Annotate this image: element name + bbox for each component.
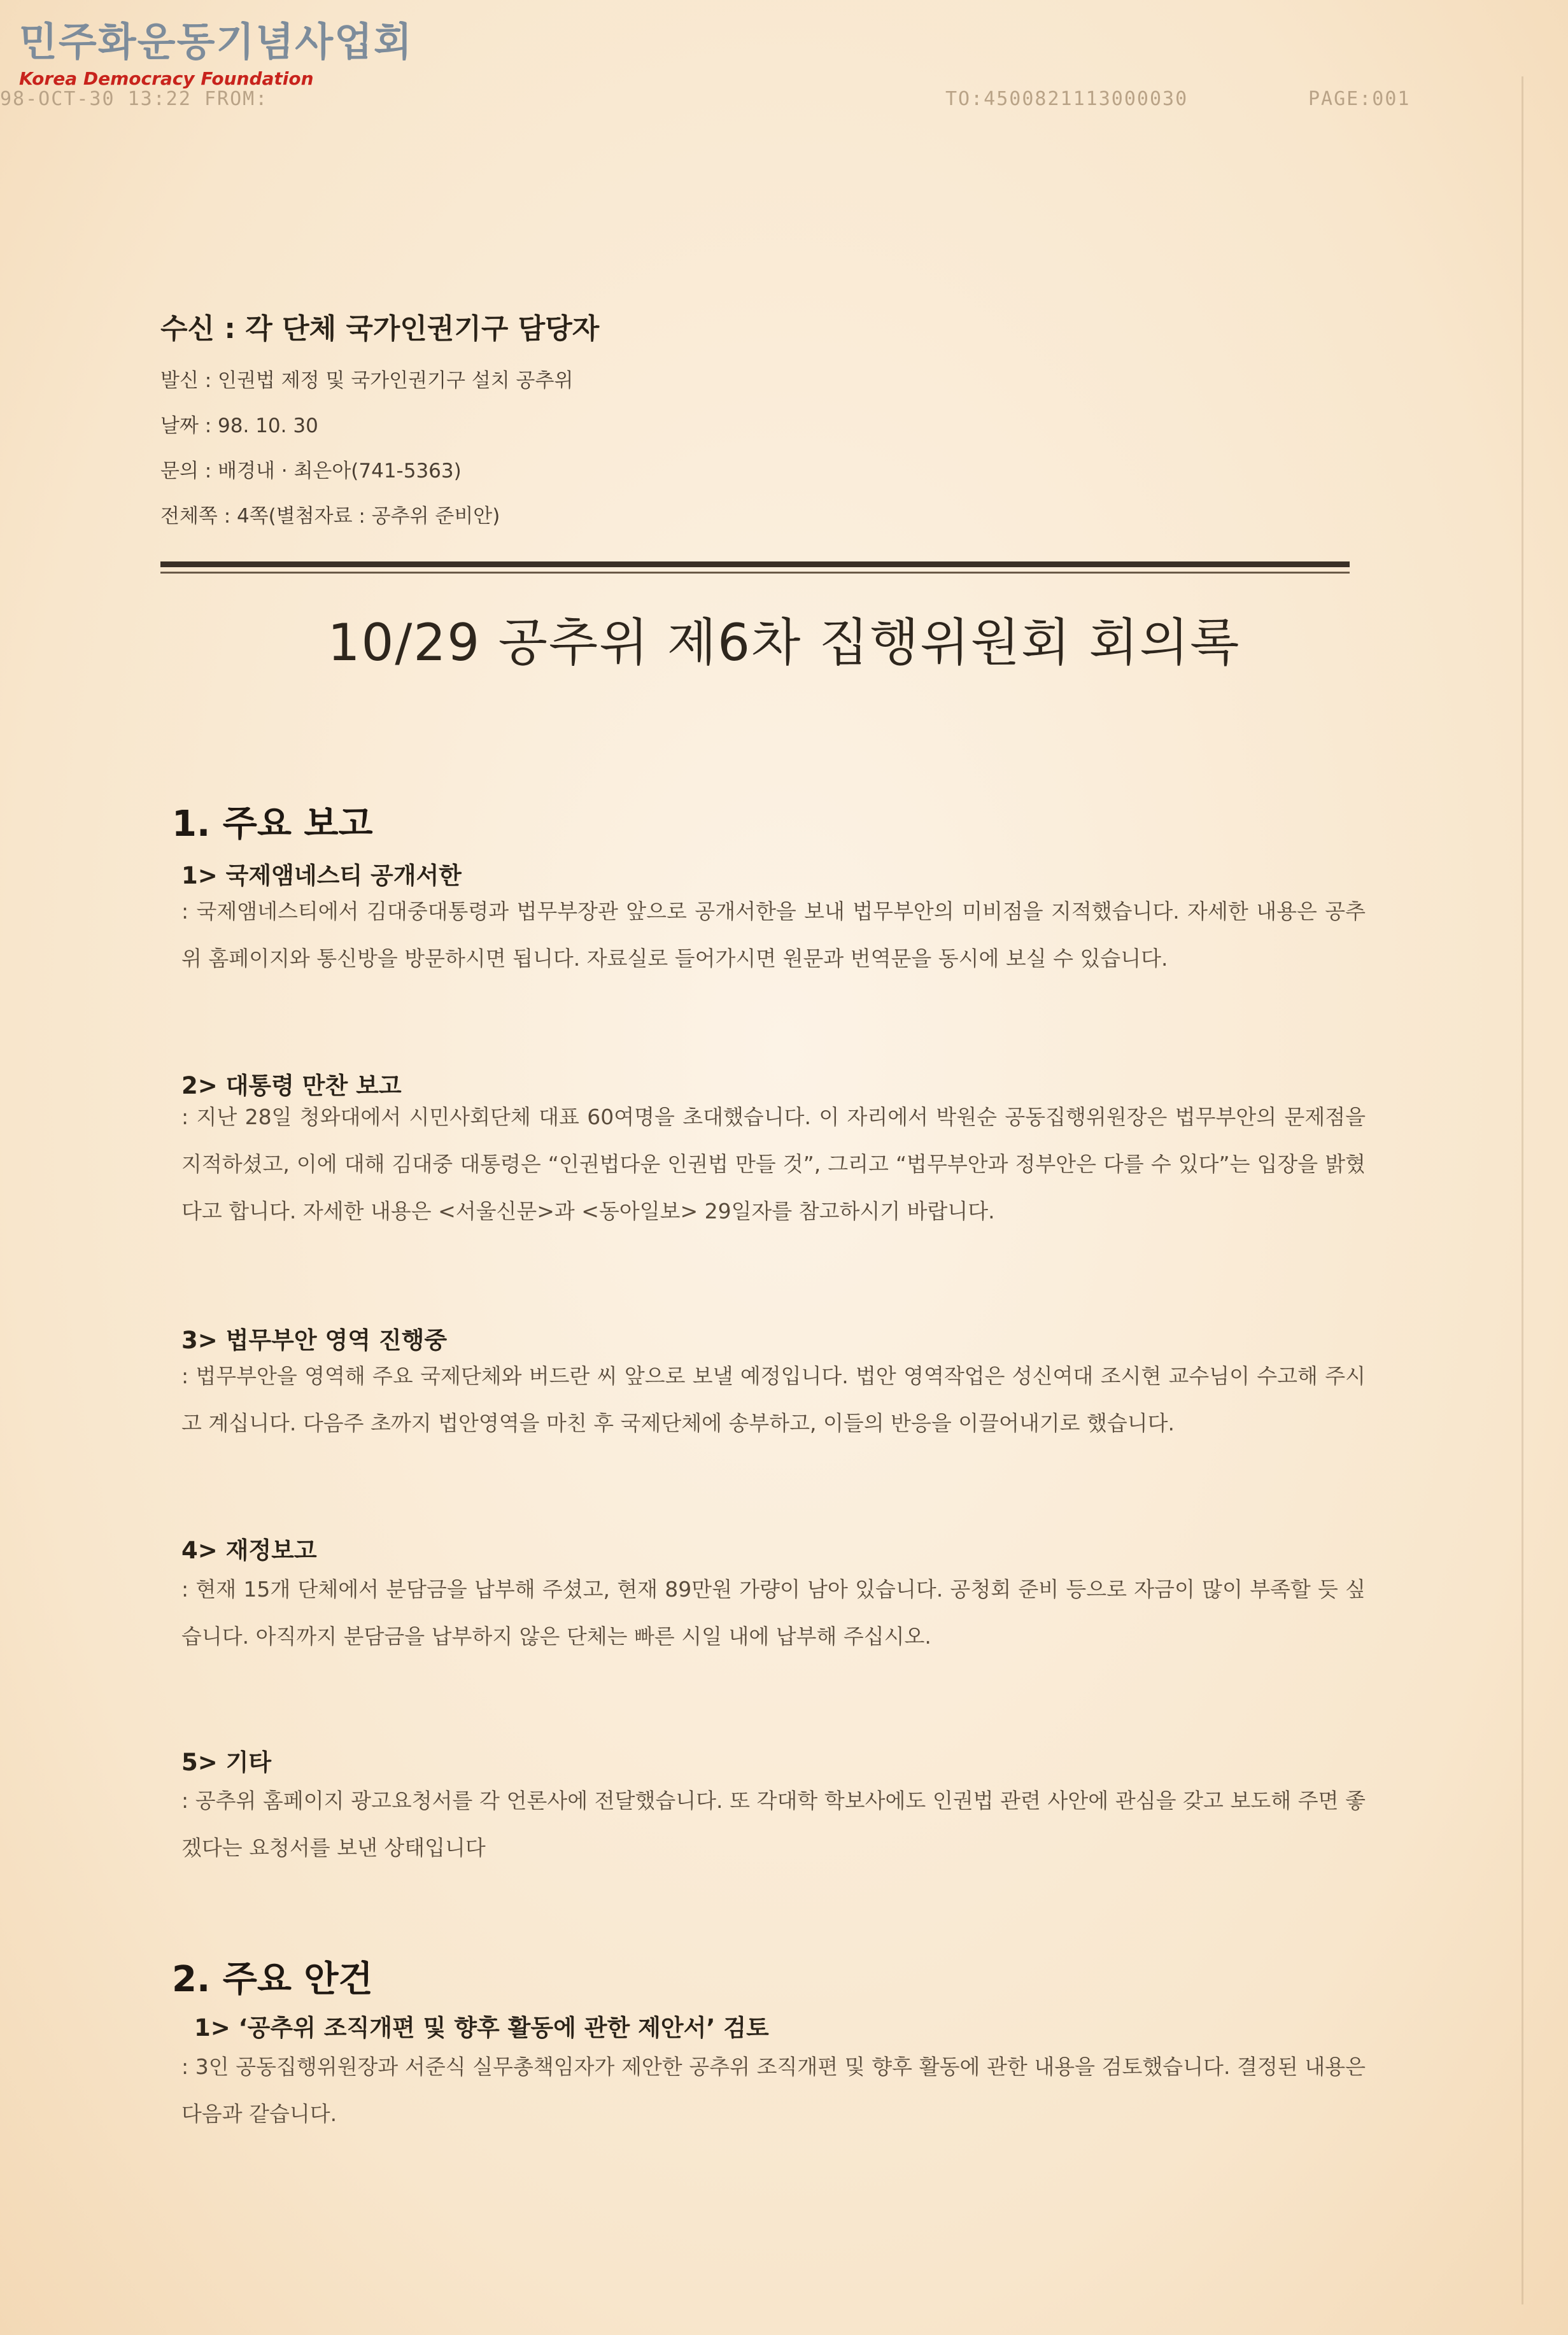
document-title: 10/29 공추위 제6차 집행위원회 회의록 [327, 613, 1241, 672]
memo-date: 날짜 : 98. 10. 30 [160, 414, 318, 437]
report-heading-finance: 4> 재정보고 [181, 1537, 317, 1564]
report-heading-amnesty: 1> 국제앰네스티 공개서한 [181, 862, 462, 889]
header-divider-thick [160, 561, 1350, 567]
memo-contact: 문의 : 배경내 · 최은아(741-5363) [160, 460, 462, 483]
fax-recipient-number: TO:4500821113000030 [945, 88, 1189, 110]
logo-english-text: Korea Democracy Foundation [19, 68, 314, 89]
section-heading-agenda: 2. 주요 안건 [172, 1959, 373, 2000]
report-text-president-dinner: : 지난 28일 청와대에서 시민사회단체 대표 60여명을 초대했습니다. 이 자리에서 박원순 공동집행위원장은 법무부안의 문제점을 지적하셨고, 이에 대해 김대중 대통령은 “인권법다운 인권법 만들 것”, 그리고 “법무부안과 정부안은 다를 수 있다”는 입장을 밝혔다고 합니다. 자세한 내용은 <서울신문>과 <동아일보> 29일자를 참고하시기 바랍니다. [181, 1104, 1366, 1224]
memo-page-count: 전체쪽 : 4쪽(별첨자료 : 공추위 준비안) [160, 505, 500, 528]
fax-timestamp: 98-OCT-30 13:22 FROM: [0, 88, 269, 110]
report-heading-translation: 3> 법무부안 영역 진행중 [181, 1327, 448, 1354]
report-text-translation: : 법무부안을 영역해 주요 국제단체와 버드란 씨 앞으로 보낼 예정입니다. 법안 영역작업은 성신여대 조시현 교수님이 수고해 주시고 계십니다. 다음주 초까지 법안영역을 마친 후 국제단체에 송부하고, 이들의 반응을 이끌어내기로 했습니다. [181, 1364, 1366, 1436]
fax-page-number: PAGE:001 [1308, 88, 1411, 110]
memo-header [160, 306, 599, 545]
report-heading-president-dinner: 2> 대통령 만찬 보고 [181, 1072, 402, 1099]
report-text-finance: : 현재 15개 단체에서 분담금을 납부해 주셨고, 현재 89만원 가량이 남아 있습니다. 공청회 준비 등으로 자금이 많이 부족할 듯 싶습니다. 아직까지 분담금을 납부하지 않은 단체는 빠른 시일 내에 납부해 주십시오. [181, 1577, 1366, 1649]
header-divider-thin [160, 572, 1350, 574]
report-text-amnesty: : 국제앰네스티에서 김대중대통령과 법무부장관 앞으로 공개서한을 보내 법무부안의 미비점을 지적했습니다. 자세한 내용은 공추위 홈페이지와 통신방을 방문하시면 됩니다. 자료실로 들어가시면 원문과 번역문을 동시에 보실 수 있습니다. [181, 899, 1366, 971]
memo-sender: 발신 : 인권법 제정 및 국가인권기구 설치 공추위 [160, 369, 574, 392]
agenda-text-reorganization: : 3인 공동집행위원장과 서준식 실무총책임자가 제안한 공추위 조직개편 및 향후 활동에 관한 내용을 검토했습니다. 결정된 내용은 다음과 같습니다. [181, 2054, 1366, 2126]
logo-korean-text: 민주화운동기념사업회 [19, 18, 413, 65]
report-heading-misc: 5> 기타 [181, 1749, 272, 1776]
fold-line [1522, 76, 1523, 2304]
agenda-heading-reorganization: 1> ‘공추위 조직개편 및 향후 활동에 관한 제안서’ 검토 [194, 2014, 769, 2042]
section-heading-reports: 1. 주요 보고 [172, 803, 373, 845]
foundation-logo [19, 18, 413, 89]
memo-recipient: 수신 : 각 단체 국가인권기구 담당자 [160, 313, 600, 345]
report-text-misc: : 공추위 홈페이지 광고요청서를 각 언론사에 전달했습니다. 또 각대학 학보사에도 인권법 관련 사안에 관심을 갖고 보도해 주면 좋겠다는 요청서를 보낸 상태입니다 [181, 1788, 1366, 1860]
